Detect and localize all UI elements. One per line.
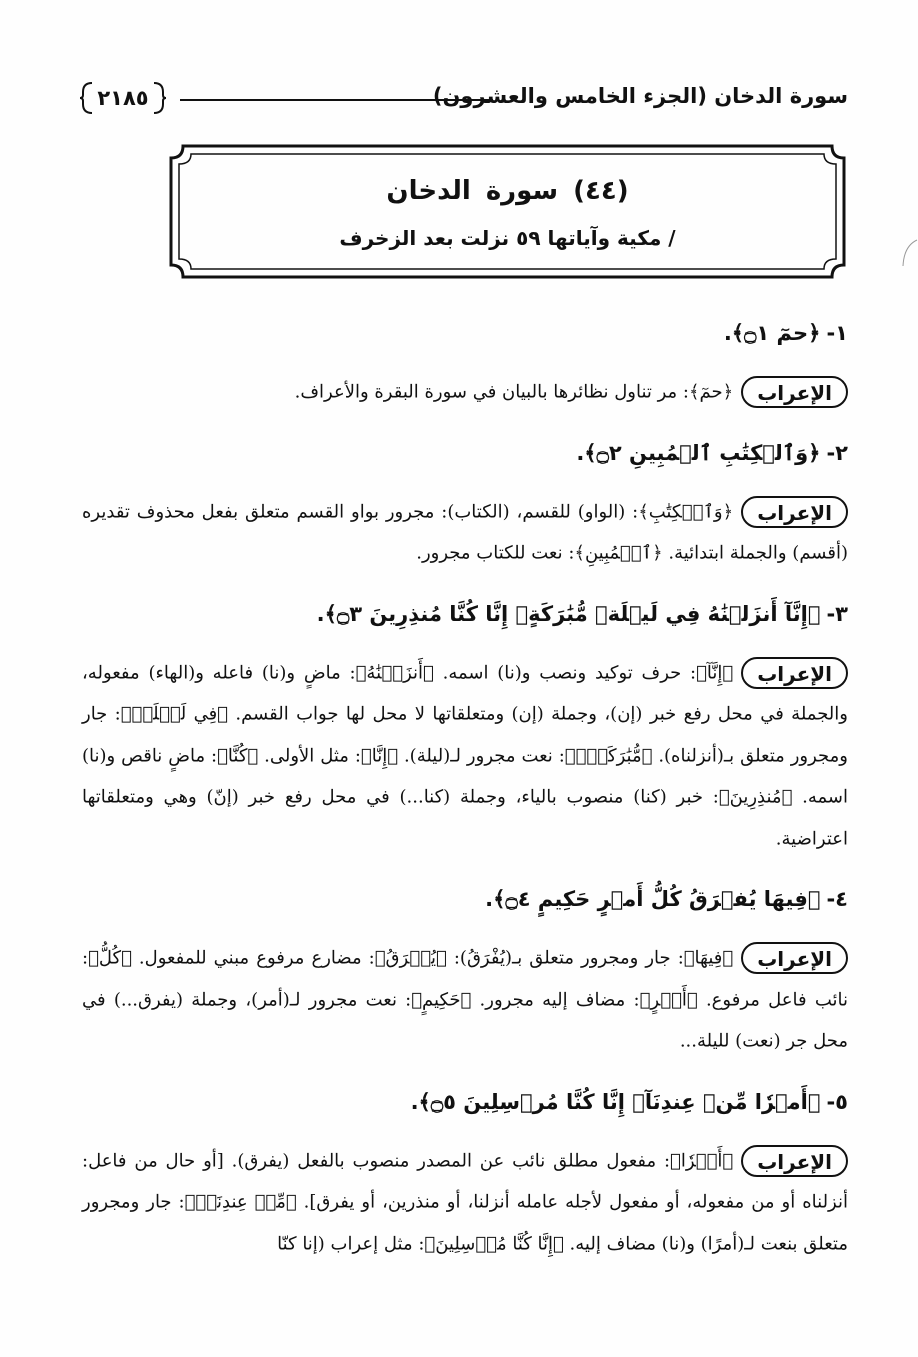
verse-number: ٥-: [826, 1089, 848, 1114]
verse-text: ﴿أَمۡرٗا مِّنۡ عِندِنَآۚ إِنَّا كُنَّا مُرۡسِلِينَ ۝٥﴾.: [410, 1089, 821, 1114]
irab-paragraph-2: [82, 491, 848, 574]
surah-title: (٤٤) سورة الدخان: [386, 176, 629, 206]
surah-title-frame: [165, 140, 850, 283]
page-edge-curve: [900, 238, 918, 268]
page-header: [80, 80, 848, 118]
page-number: [80, 80, 166, 116]
irab-paragraph-5: [82, 1140, 848, 1265]
irab-badge: الإعراب: [741, 376, 848, 408]
verse-number: ٤-: [826, 887, 848, 911]
irab-badge: الإعراب: [741, 942, 848, 974]
irab-text: ﴿حمٓ﴾: مر تناول نظائرها بالبيان في سورة البقرة والأعراف.: [294, 381, 734, 403]
ornamental-frame-icon: [165, 140, 850, 283]
header-rule: [180, 99, 493, 101]
irab-badge: الإعراب: [741, 496, 848, 528]
irab-badge: الإعراب: [741, 657, 848, 689]
page-content: [82, 315, 848, 1286]
irab-text: ﴿أَمۡرٗا﴾: مفعول مطلق نائب عن المصدر منصوب بالفعل (يفرق). [أو حال من فاعل: أنزلناه أو من مفعوله، أو مفعول لأجله عامله أنزلنا، أو منذرين، أو يفرق]. ﴿مِّنۡ عِندِنَآۚ﴾: جار ومجرور متعلق بنعت لـ(أمرًا) و(نا) مضاف إليه. ﴿إِنَّا كُنَّا مُرۡسِلِينَ﴾: مثل إعراب (إنا كنّا: [82, 1150, 848, 1254]
verse-5: [82, 1084, 848, 1120]
verse-text: ﴿فِيهَا يُفۡرَقُ كُلُّ أَمۡرٍ حَكِيمٍ ۝٤﴾.: [485, 887, 821, 911]
irab-paragraph-1: [82, 371, 848, 413]
irab-text: ﴿وَٱلۡكِتَٰبِ﴾: (الواو) للقسم، (الكتاب): مجرور بواو القسم متعلق بفعل محذوف تقديره (أقسم) والجملة ابتدائية. ﴿ٱلۡمُبِينِ﴾: نعت للكتاب مجرور.: [82, 501, 848, 564]
verse-text: ﴿وَٱلۡكِتَٰبِ ٱلۡمُبِينِ ۝٢﴾.: [576, 440, 821, 465]
verse-3: [82, 596, 848, 632]
running-title: سورة الدخان (الجزء الخامس والعشرون): [432, 84, 848, 108]
irab-paragraph-4: [82, 937, 848, 1062]
irab-text: ﴿فِيهَا﴾: جار ومجرور متعلق بـ(يُفْرَقُ): ﴿يُفۡرَقُ﴾: مضارع مرفوع مبني للمفعول. ﴿كُلُّ﴾: نائب فاعل مرفوع. ﴿أَمۡرٍ﴾: مضاف إليه مجرور. ﴿حَكِيمٍ﴾: نعت مجرور لـ(أمر)، وجملة (يفرق...) في محل جر (نعت) لليلة...: [82, 947, 848, 1052]
verse-number: ٣-: [826, 601, 848, 626]
verse-1: [82, 315, 848, 351]
verse-text: ﴿إِنَّآ أَنزَلۡنَٰهُ فِي لَيۡلَةٖ مُّبَٰرَكَةٍۚ إِنَّا كُنَّا مُنذِرِينَ ۝٣﴾.: [316, 601, 821, 626]
page-number-text: ٢١٨٥: [97, 86, 149, 110]
verse-number: ١-: [826, 321, 848, 345]
irab-badge: الإعراب: [741, 1145, 848, 1177]
verse-text: ﴿حمٓ ۝١﴾.: [723, 321, 821, 345]
surah-subtitle: / مكية وآياتها ٥٩ نزلت بعد الزخرف: [339, 226, 676, 250]
verse-number: ٢-: [826, 440, 848, 465]
irab-text: ﴿إِنَّآ﴾: حرف توكيد ونصب و(نا) اسمه. ﴿أَنزَلۡنَٰهُ﴾: ماضٍ و(نا) فاعله و(الهاء) مفعوله، والجملة في محل رفع خبر (إن)، وجملة (إن) ومتعلقاتها لا محل لها جواب القسم. ﴿فِي لَيۡلَةٖ﴾: جار ومجرور متعلق بـ(أنزلناه). ﴿مُّبَٰرَكَةٍۚ﴾: نعت مجرور لـ(ليلة). ﴿إِنَّا﴾: مثل الأولى. ﴿كُنَّا﴾: ماضٍ ناقص و(نا) اسمه. ﴿مُنذِرِينَ﴾: خبر (كنا) منصوب بالياء، وجملة (كنا...) في محل رفع خبر (إنّ) وهي ومتعلقاتها اعتراضية.: [82, 662, 848, 849]
verse-2: [82, 435, 848, 471]
irab-paragraph-3: [82, 652, 848, 860]
verse-4: [82, 881, 848, 917]
